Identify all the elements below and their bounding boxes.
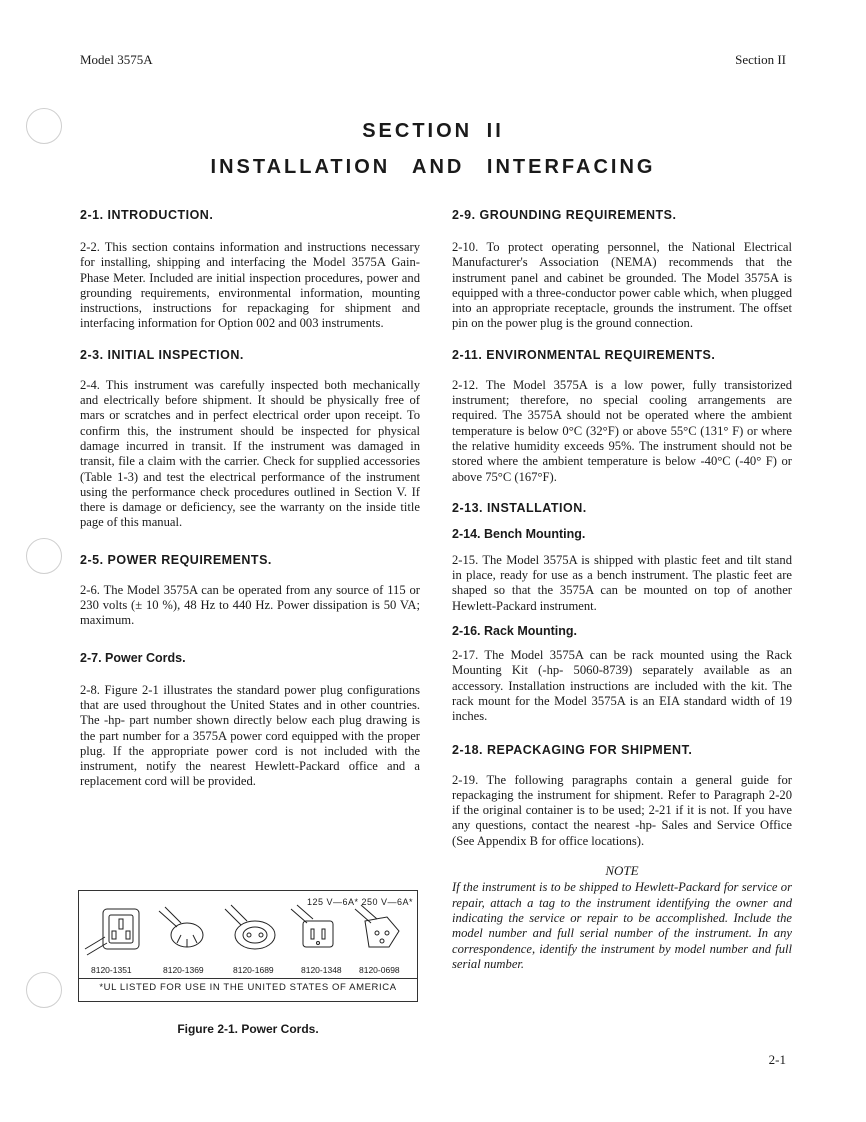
heading-grounding: 2-9. GROUNDING REQUIREMENTS. bbox=[452, 208, 677, 222]
part-number-1: 8120-1351 bbox=[91, 965, 132, 975]
para-power-cords: 2-8. Figure 2-1 illustrates the standard power plug configurations that are used throughout the United States and in other countries. The -hp- part number shown directly below each plug drawing is the part number for a 3575A power cord equipped with the proper plug. If the appropriate power cord is not included with the instrument, notify the nearest Hewlett-Packard office and a replacement cord will be provided. bbox=[80, 682, 420, 789]
note-body: If the instrument is to be shipped to Hewlett-Packard for service or repair, attach a tag to the instrument identifying the owner and indicating the service or repair to be accomplished. Include the model number and full serial number of the instrument. In any correspondence, identify the instrument by model number and full serial number. bbox=[452, 880, 792, 971]
part-number-5: 8120-0698 bbox=[359, 965, 400, 975]
para-initial-inspection: 2-4. This instrument was carefully inspected both mechanically and electrically before shipment. It should be physically free of mars or scratches and in perfect electrical order upon receipt. To confirm this, the instrument should be inspected for physical damage incurred in transit. If the instrument was damaged in transit, file a claim with the carrier. Check for supplied accessories (Table 1-3) and test the electrical performance of the instrument using the performance check procedures outlined in Section V. If there is damage or deficiency, see the warranty on the inside title page of this manual. bbox=[80, 377, 420, 530]
para-rack-mounting: 2-17. The Model 3575A can be rack mounted using the Rack Mounting Kit (-hp- 5060-8739) separately available as an accessory. Installation instructions are included with the kit. The rack mount for the Model 3575A is an EIA standard width of 19 inches. bbox=[452, 648, 792, 724]
note-box bbox=[452, 863, 792, 972]
figure-power-cords bbox=[78, 890, 418, 1002]
header-section: Section II bbox=[735, 52, 786, 67]
heading-installation: 2-13. INSTALLATION. bbox=[452, 500, 587, 515]
plug-icon-us bbox=[291, 905, 333, 947]
figure-caption: Figure 2-1. Power Cords. bbox=[177, 1022, 319, 1036]
heading-environmental: 2-11. ENVIRONMENTAL REQUIREMENTS. bbox=[452, 347, 716, 362]
plug-icon-uk bbox=[85, 909, 139, 955]
heading-power-requirements: 2-5. POWER REQUIREMENTS. bbox=[80, 552, 272, 567]
plug-icon-swiss bbox=[355, 905, 399, 947]
heading-power-cords: 2-7. Power Cords. bbox=[80, 650, 186, 665]
heading-bench-mounting: 2-14. Bench Mounting. bbox=[452, 526, 586, 541]
power-plugs-illustration bbox=[79, 891, 415, 963]
section-subtitle: INSTALLATION AND INTERFACING bbox=[210, 156, 656, 178]
section-title: SECTION II bbox=[362, 120, 504, 142]
page-number: 2-1 bbox=[768, 1052, 786, 1067]
heading-introduction: 2-1. INTRODUCTION. bbox=[80, 208, 214, 222]
part-number-4: 8120-1348 bbox=[301, 965, 342, 975]
para-environmental: 2-12. The Model 3575A is a low power, fully transistorized instrument; therefore, no special cooling arrangements are required. The 3575A should not be operated where the ambient temperature is below 0°C (32°F) or above 55°C (131° F) or where the relative humidity exceeds 95%. The instrument should not be stored where the ambient temperature is below -40°C (-40° F) or above 75°C (167°F). bbox=[452, 377, 792, 484]
figure-divider bbox=[79, 978, 417, 979]
right-column bbox=[452, 208, 792, 972]
figure-rating: 125 V—6A* 250 V—6A* bbox=[306, 897, 413, 907]
para-grounding: 2-10. To protect operating personnel, the National Electrical Manufacturer's Association (NEMA) recommends that the instrument panel and cabinet be grounded. The Model 3575A is equipped with a three-conductor power cable which, when plugged into an appropriate receptacle, grounds the instrument. The offset pin on the power plug is the ground connection. bbox=[452, 240, 792, 331]
note-title: NOTE bbox=[605, 863, 639, 879]
para-repackaging: 2-19. The following paragraphs contain a general guide for repackaging the instrument for shipment. Refer to Paragraph 2-20 if the original container is to be used; 2-21 if it is not. If you have any questions, contact the nearest -hp- Sales and Service Office (See Appendix B for office locations). bbox=[452, 772, 792, 848]
part-number-3: 8120-1689 bbox=[233, 965, 274, 975]
para-introduction: 2-2. This section contains information and instructions necessary for installing, shipping and interfacing the Model 3575A Gain-Phase Meter. Included are initial inspection procedures, power and grounding requirements, environmental information, mounting instructions, instructions for repackaging for shipment and interfacing information for Option 002 and 003 instruments. bbox=[80, 240, 420, 331]
header-model: Model 3575A bbox=[80, 52, 153, 67]
para-power-requirements: 2-6. The Model 3575A can be operated from any source of 115 or 230 volts (± 10 %), 48 Hz to 440 Hz. Power dissipation is 50 VA; maximum. bbox=[80, 582, 420, 628]
binder-hole-bottom bbox=[26, 972, 62, 1008]
heading-rack-mounting: 2-16. Rack Mounting. bbox=[452, 624, 578, 639]
part-number-2: 8120-1369 bbox=[163, 965, 204, 975]
binder-hole-middle bbox=[26, 538, 62, 574]
heading-repackaging: 2-18. REPACKAGING FOR SHIPMENT. bbox=[452, 742, 693, 757]
figure-footnote: *UL LISTED FOR USE IN THE UNITED STATES OF AMERICA bbox=[99, 982, 397, 993]
para-bench-mounting: 2-15. The Model 3575A is shipped with plastic feet and tilt stand in place, ready for use as a bench instrument. The plastic feet are shaped so that the 3575A can be mounted on top of another Hewlett-Packard instrument. bbox=[452, 552, 792, 613]
heading-initial-inspection: 2-3. INITIAL INSPECTION. bbox=[80, 347, 244, 362]
left-column bbox=[80, 208, 420, 790]
plug-icon-australia bbox=[159, 907, 203, 947]
plug-icon-europe bbox=[225, 905, 275, 949]
